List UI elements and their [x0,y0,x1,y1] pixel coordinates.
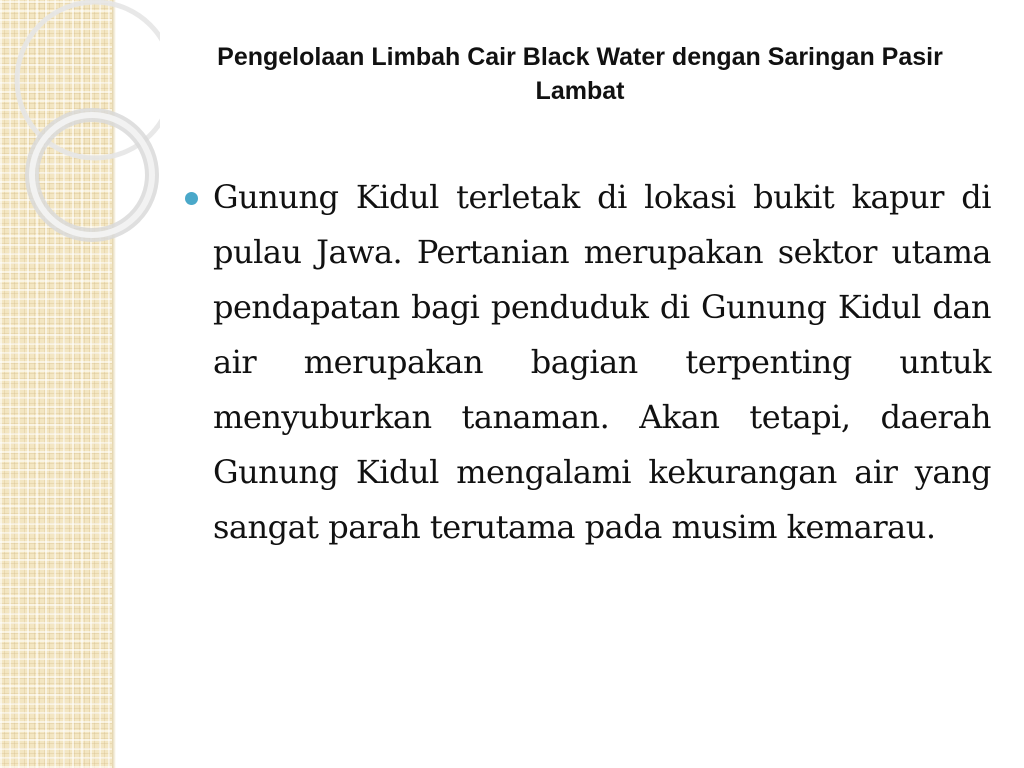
slide-content [185,170,991,555]
slide-title: Pengelolaan Limbah Cair Black Water dengan Saringan Pasir Lambat [217,43,943,105]
decorative-rings [0,0,160,260]
bullet-text: Gunung Kidul terletak di lokasi bukit kapur di pulau Jawa. Pertanian merupakan sektor utama pendapatan bagi penduduk di Gunung Kidul dan air merupakan bagian terpenting untuk menyuburkan tanaman. Akan tetapi, daerah Gunung Kidul mengalami kekurangan air yang sangat parah terutama pada musim kemarau. [213,178,991,546]
bullet-item [185,170,991,555]
bullet-dot-icon [185,192,198,205]
